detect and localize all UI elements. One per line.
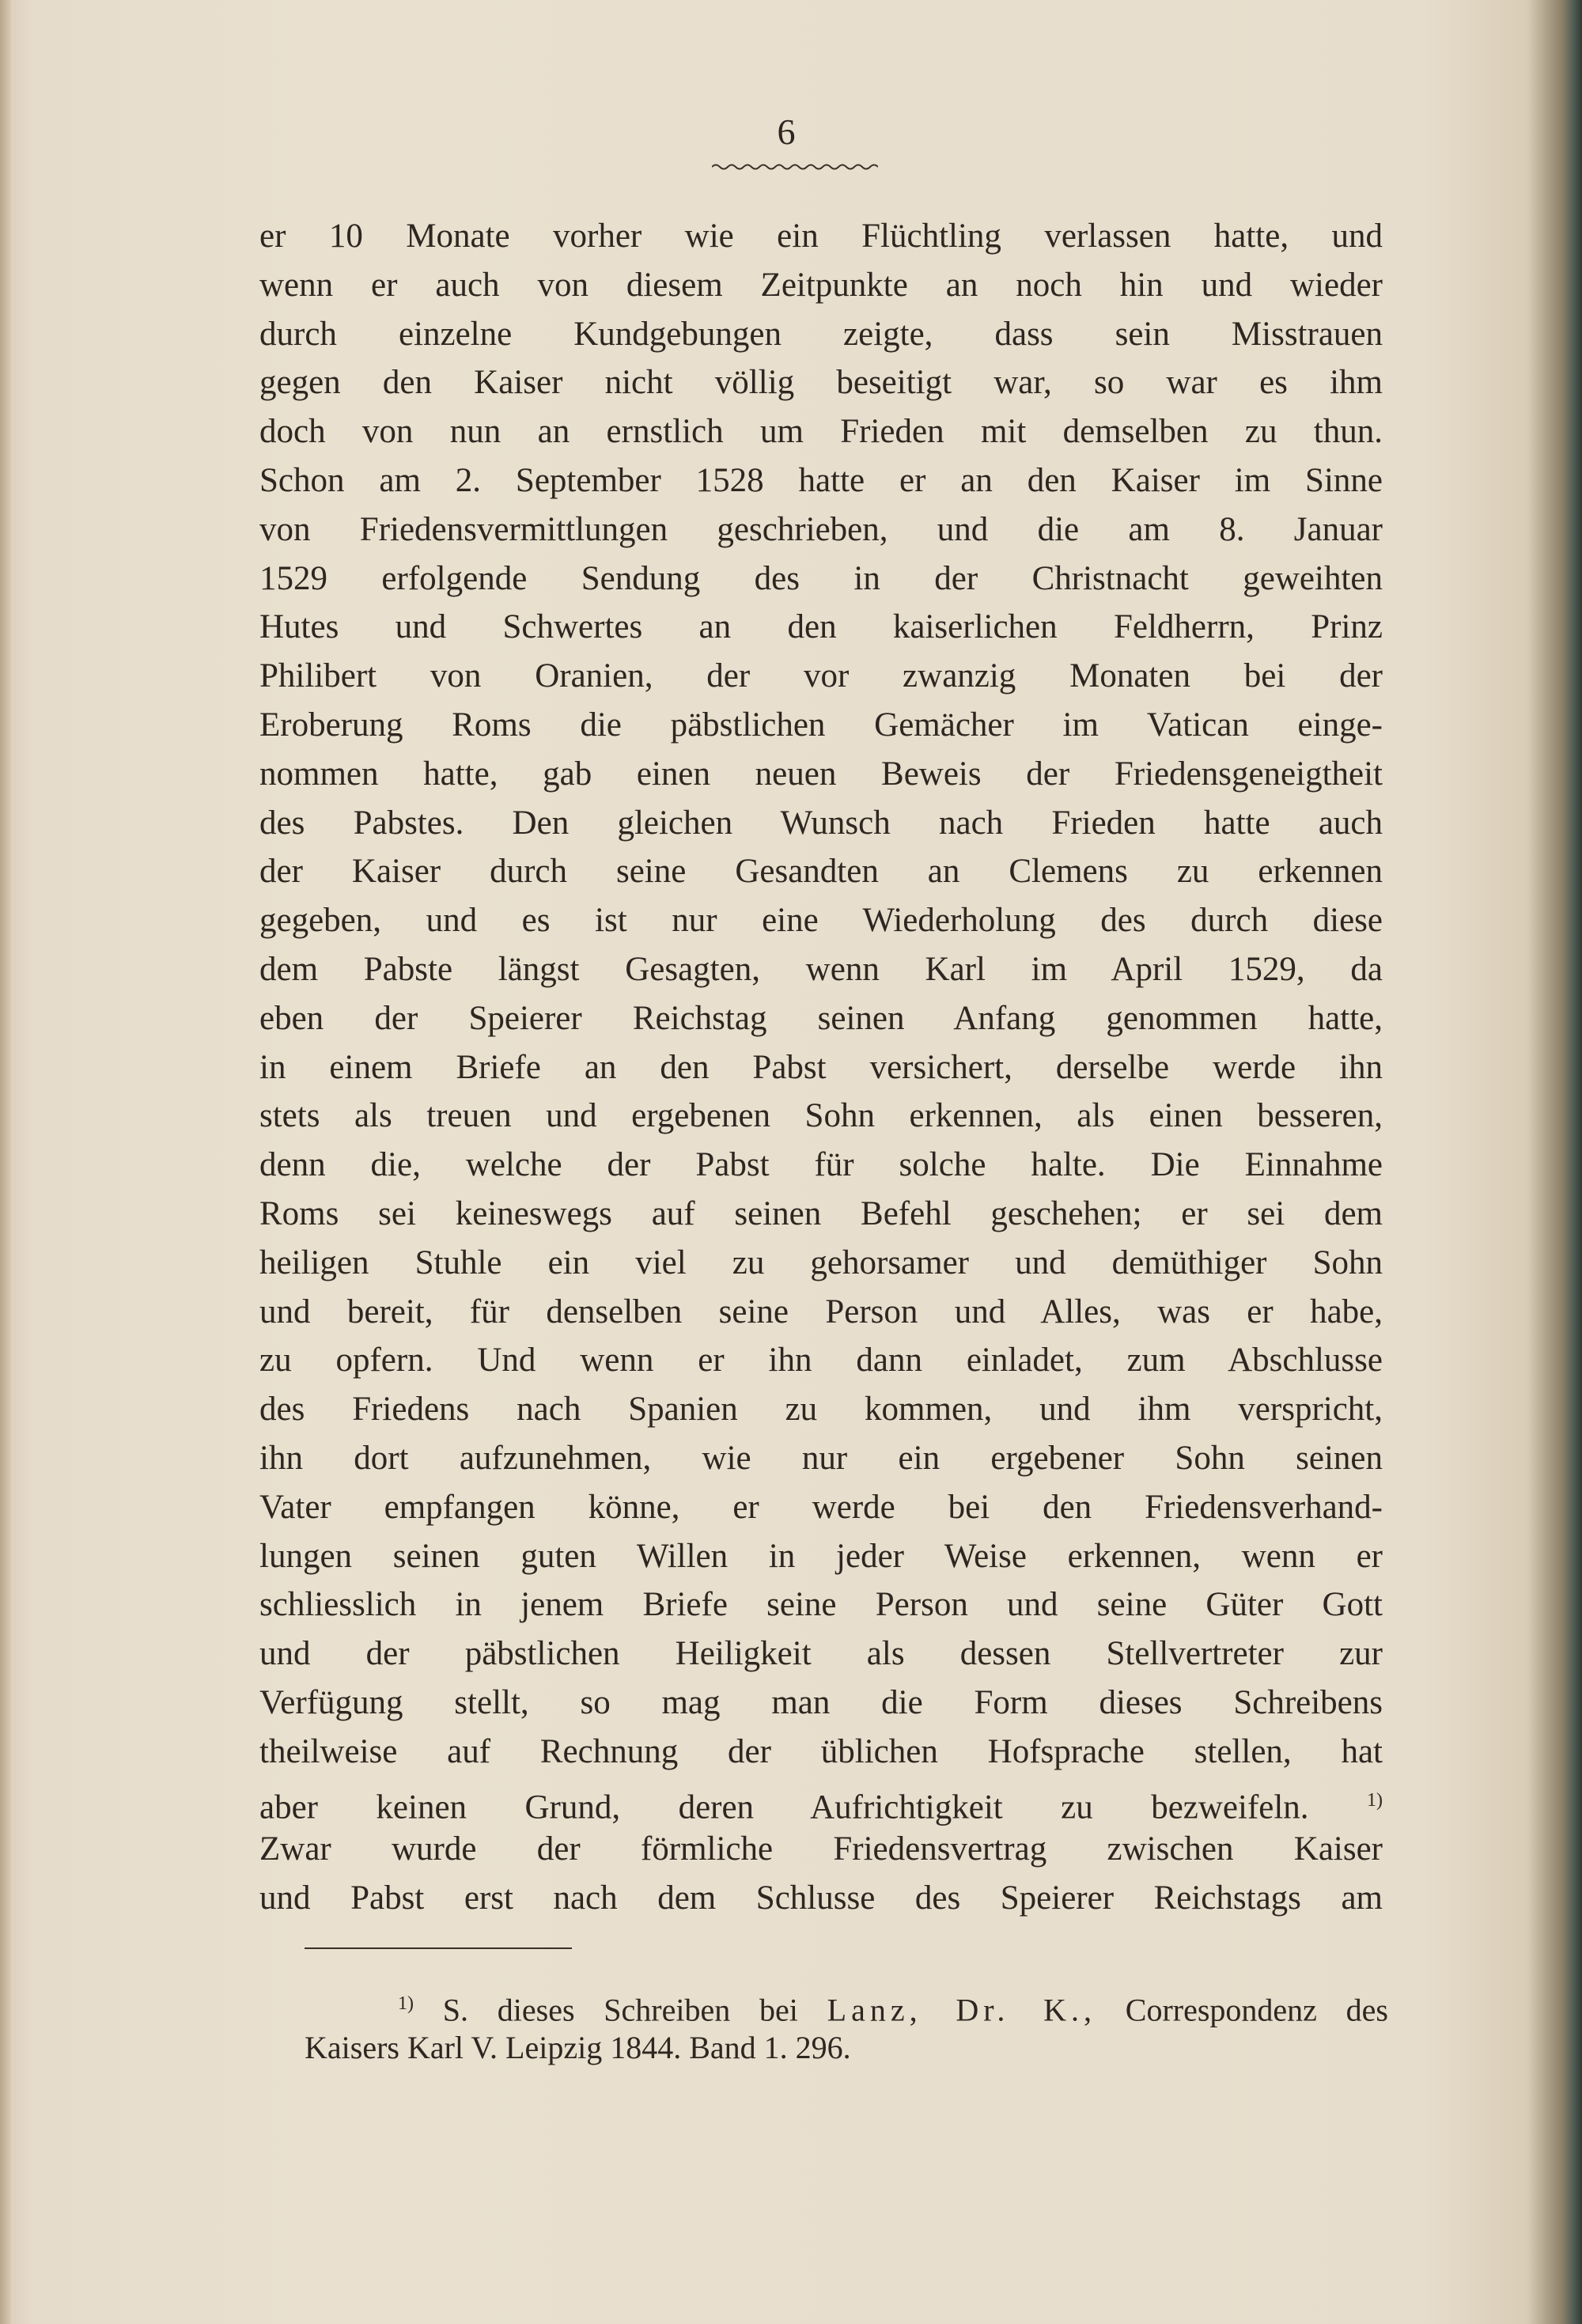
body-line: theilweise auf Rechnung der üblichen Hofsprache stellen, hat [259,1732,1383,1770]
body-line: gegeben, und es ist nur eine Wiederholung des durch diese [259,902,1383,940]
page-number-ornament [712,162,878,172]
footnote-marker: 1) [398,1993,414,2014]
footnote-text: Correspondenz des [1125,1992,1388,2028]
body-line: und der päbstlichen Heiligkeit als dessen Stellvertreter zur [259,1635,1383,1673]
body-line-text: aber keinen Grund, deren Aufrichtigkeit zu bezweifeln. [259,1788,1309,1826]
body-line: Hutes und Schwertes an den kaiserlichen Feldherrn, Prinz [259,608,1383,646]
body-line: Eroberung Roms die päbstlichen Gemächer im Vatican einge- [259,706,1383,744]
body-line: schliesslich in jenem Briefe seine Person und seine Güter Gott [259,1586,1383,1624]
body-line: lungen seinen guten Willen in jeder Weise erkennen, wenn er [259,1537,1383,1575]
body-line [259,1777,1383,1826]
body-line: doch von nun an ernstlich um Frieden mit demselben zu thun. [259,413,1383,451]
body-line: er 10 Monate vorher wie ein Flüchtling verlassen hatte, und [259,218,1383,255]
body-line: Vater empfangen könne, er werde bei den Friedensverhand- [259,1488,1383,1526]
body-line: denn die, welche der Pabst für solche halte. Die Einnahme [259,1146,1383,1184]
footnote-reference: 1) [1367,1789,1383,1811]
body-line: nommen hatte, gab einen neuen Beweis der Friedensgeneigtheit [259,755,1383,793]
body-line: 1529 erfolgende Sendung des in der Christnacht geweihten [259,559,1383,597]
page-number [0,111,1582,153]
footnote-line-1 [305,1981,1388,2026]
footnote-rule [305,1947,572,1949]
body-line: stets als treuen und ergebenen Sohn erkennen, als einen besseren, [259,1097,1383,1135]
footnote-line-2: Kaisers Karl V. Leipzig 1844. Band 1. 296. [305,2030,851,2065]
body-line: Verfügung stellt, so mag man die Form dieses Schreibens [259,1683,1383,1721]
body-line: ihn dort aufzunehmen, wie nur ein ergebener Sohn seinen [259,1439,1383,1477]
body-line: in einem Briefe an den Pabst versichert, derselbe werde ihn [259,1048,1383,1086]
body-line: eben der Speierer Reichstag seinen Anfang genommen hatte, [259,999,1383,1037]
footnote-text: S. dieses Schreiben bei [442,1992,798,2028]
body-line: heiligen Stuhle ein viel zu gehorsamer und demüthiger Sohn [259,1243,1383,1281]
body-line: Zwar wurde der förmliche Friedensvertrag zwischen Kaiser [259,1830,1383,1868]
body-line: durch einzelne Kundgebungen zeigte, dass sein Misstrauen [259,315,1383,353]
body-line: wenn er auch von diesem Zeitpunkte an noch hin und wieder [259,266,1383,304]
body-line: Philibert von Oranien, der vor zwanzig Monaten bei der [259,657,1383,695]
page-left-edge [0,0,11,2324]
body-line: und bereit, für denselben seine Person und Alles, was er habe, [259,1293,1383,1330]
body-line: und Pabst erst nach dem Schlusse des Speierer Reichstags am [259,1879,1383,1917]
page-number-text: 6 [777,112,796,152]
body-line: zu opfern. Und wenn er ihn dann einladet, zum Abschlusse [259,1342,1383,1380]
body-line: gegen den Kaiser nicht völlig beseitigt war, so war es ihm [259,364,1383,402]
body-line: Roms sei keineswegs auf seinen Befehl geschehen; er sei dem [259,1194,1383,1232]
body-line: des Friedens nach Spanien zu kommen, und ihm verspricht, [259,1391,1383,1429]
footnote-author: Lanz, Dr. K., [827,1992,1096,2028]
body-line: des Pabstes. Den gleichen Wunsch nach Frieden hatte auch [259,804,1383,842]
body-text [259,212,1383,1923]
footnote [305,1981,1388,2070]
body-line: von Friedensvermittlungen geschrieben, und die am 8. Januar [259,510,1383,548]
body-line: Schon am 2. September 1528 hatte er an den Kaiser im Sinne [259,461,1383,499]
body-line: der Kaiser durch seine Gesandten an Clemens zu erkennen [259,853,1383,891]
body-line: dem Pabste längst Gesagten, wenn Karl im April 1529, da [259,950,1383,988]
